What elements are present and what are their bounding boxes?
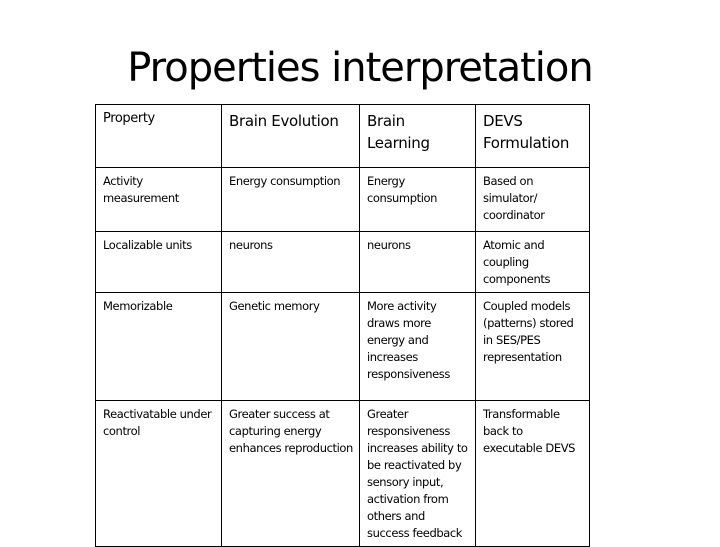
table-cell: Memorizable <box>96 293 222 401</box>
table-cell: neurons <box>222 232 360 293</box>
header-cell-devs-formulation: DEVS Formulation <box>476 105 590 168</box>
table-row <box>96 168 590 232</box>
table-cell: Transformable back to executable DEVS <box>476 401 590 547</box>
table-cell: Greater success at capturing energy enhances reproduction <box>222 401 360 547</box>
slide-title: Properties interpretation <box>127 45 593 91</box>
header-cell-brain-learning: Brain Learning <box>360 105 476 168</box>
properties-table <box>95 104 590 547</box>
table-row <box>96 293 590 401</box>
table-cell: Genetic memory <box>222 293 360 401</box>
table-cell: More activity draws more energy and increases responsiveness <box>360 293 476 401</box>
table-cell: Based on simulator/ coordinator <box>476 168 590 232</box>
table-cell: neurons <box>360 232 476 293</box>
table-row <box>96 401 590 547</box>
table-cell: Energy consumption <box>360 168 476 232</box>
table-cell: Atomic and coupling components <box>476 232 590 293</box>
table-cell: Coupled models (patterns) stored in SES/PES representation <box>476 293 590 401</box>
header-cell-brain-evolution: Brain Evolution <box>222 105 360 168</box>
table-cell: Greater responsiveness increases ability to be reactivated by sensory input, activation from others and success feedback <box>360 401 476 547</box>
table-header-row <box>96 105 590 168</box>
header-cell-property: Property <box>96 105 222 168</box>
table-row <box>96 232 590 293</box>
table-cell: Activity measurement <box>96 168 222 232</box>
table-cell: Energy consumption <box>222 168 360 232</box>
table-cell: Localizable units <box>96 232 222 293</box>
table-cell: Reactivatable under control <box>96 401 222 547</box>
